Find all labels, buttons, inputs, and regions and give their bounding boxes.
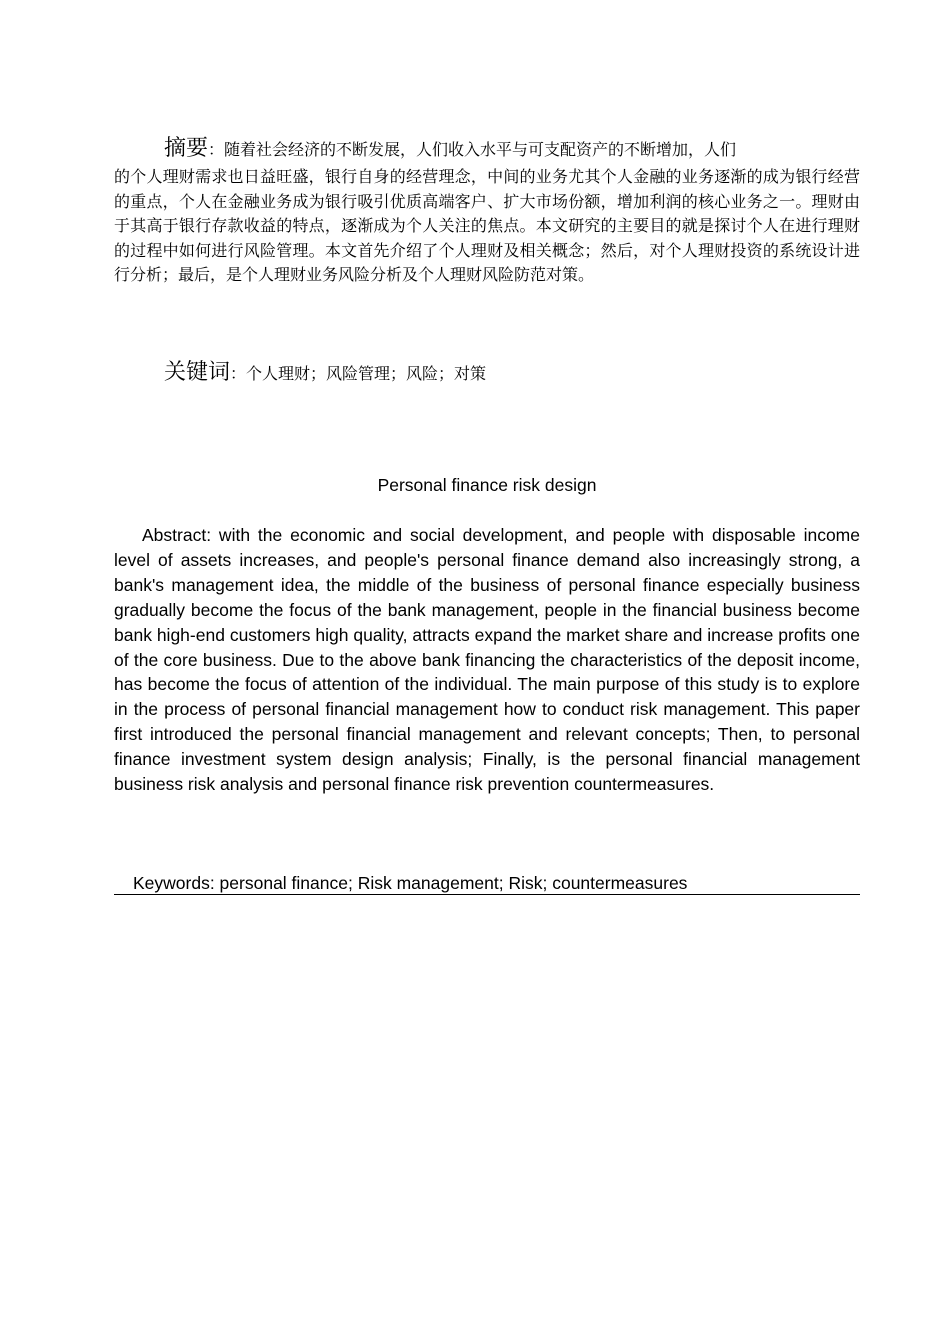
english-abstract: Abstract: with the economic and social development, and people with disposable income level of assets increases, and people's personal finance demand also increasingly strong, a bank's management idea, the middle of the business of personal finance especially business gradually become the focus of the bank management, people in the financial business become bank high-end customers high quality, attracts expand the market share and increase profits one of the core business. Due to the above bank financing the characteristics of the deposit income, has become the focus of attention of the individual. The main purpose of this study is to explore in the process of personal financial management how to conduct risk management. This paper first introduced the personal financial management and relevant concepts; Then, to personal finance investment system design analysis; Finally, is the personal financial management business risk analysis and personal finance risk prevention countermeasures. (114, 525, 860, 795)
chinese-keywords-label: 关键词 (164, 360, 231, 385)
chinese-abstract-first-line-text: 随着社会经济的不断发展，人们收入水平与可支配资产的不断增加，人们 (224, 140, 737, 159)
chinese-keywords (164, 358, 864, 389)
english-title: Personal finance risk design (377, 475, 597, 495)
chinese-abstract-label: 摘要 (164, 136, 209, 161)
chinese-keywords-text: 个人理财；风险管理；风险；对策 (246, 364, 487, 383)
chinese-abstract-first-line (114, 134, 860, 165)
chinese-abstract-separator: ： (208, 140, 225, 159)
english-keywords: Keywords: personal finance; Risk management; Risk; countermeasures (114, 872, 860, 895)
chinese-abstract (114, 134, 860, 288)
chinese-abstract-body: 的个人理财需求也日益旺盛，银行自身的经营理念，中间的业务尤其个人金融的业务逐渐的成为银行经营的重点，个人在金融业务成为银行吸引优质高端客户、扩大市场份额，增加利润的核心业务之一。理财由于其高于银行存款收益的特点，逐渐成为个人关注的焦点。本文研究的主要目的就是探讨个人在进行理财的过程中如何进行风险管理。本文首先介绍了个人理财及相关概念；然后，对个人理财投资的系统设计进行分析；最后，是个人理财业务风险分析及个人理财风险防范对策。 (114, 167, 860, 284)
chinese-keywords-separator: ： (230, 364, 247, 383)
